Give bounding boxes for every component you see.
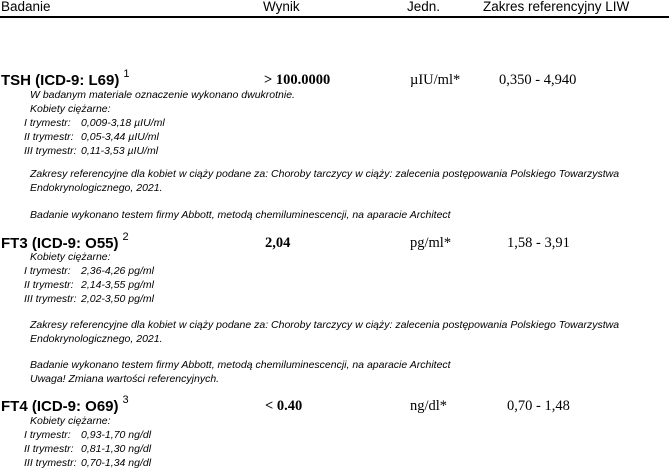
trimester-label: III trymestr:	[24, 457, 77, 469]
note-double-measurement: W badanym materiale oznaczenie wykonano dwukrotnie.	[30, 89, 295, 101]
header-col-range: Zakres referencyjny LIW	[483, 0, 630, 14]
result-tsh: > 100.0000	[264, 72, 331, 88]
result-ft4: < 0.40	[265, 398, 303, 414]
warning-note: Uwaga! Zmiana wartości referencyjnych.	[30, 373, 220, 385]
trimester-row	[24, 292, 154, 306]
trimester-label: II trymestr:	[24, 131, 74, 143]
test-name-label: TSH (ICD-9: L69)	[1, 72, 120, 89]
header-col-unit: Jedn.	[407, 0, 441, 14]
method-note: Badanie wykonano testem firmy Abbott, metodą chemiluminescencji, na aparacie Architect	[30, 209, 451, 221]
range-ft3: 1,58 - 3,91	[507, 235, 570, 251]
trimester-label: I trymestr:	[24, 117, 71, 129]
unit-ft4: ng/dl*	[410, 398, 448, 414]
trimester-row	[24, 278, 154, 292]
unit-ft3: pg/ml*	[410, 235, 452, 251]
test-name-label: FT3 (ICD-9: O55)	[1, 235, 119, 252]
trimester-value: 0,11-3,53 µIU/ml	[81, 145, 159, 157]
pregnant-label: Kobiety ciężarne:	[30, 251, 111, 263]
trimester-value: 0,81-1,30 ng/dl	[81, 443, 152, 455]
trimester-label: II trymestr:	[24, 279, 74, 291]
header-col-result: Wynik	[263, 0, 300, 14]
test-name-label: FT4 (ICD-9: O69)	[1, 398, 119, 415]
test-index: 1	[123, 68, 130, 80]
trimester-row	[24, 428, 151, 442]
trimester-label: III trymestr:	[24, 293, 77, 305]
method-note: Badanie wykonano testem firmy Abbott, metodą chemiluminescencji, na aparacie Architect	[30, 359, 451, 371]
pregnant-label: Kobiety ciężarne:	[30, 415, 111, 427]
header-col-test: Badanie	[1, 0, 51, 14]
test-index: 3	[122, 394, 129, 406]
range-ft4: 0,70 - 1,48	[507, 398, 570, 414]
test-index: 2	[122, 231, 129, 243]
trimester-label: II trymestr:	[24, 443, 74, 455]
trimester-label: III trymestr:	[24, 145, 77, 157]
trimester-value: 0,70-1,34 ng/dl	[81, 457, 152, 469]
trimester-row	[24, 456, 151, 470]
trimester-value: 0,93-1,70 ng/dl	[81, 429, 152, 441]
reference-note: Zakresy referencyjne dla kobiet w ciąży podane za: Choroby tarczycy w ciąży: zalecenia postępowania Polskiego Towarzystwa	[30, 319, 620, 331]
trimester-label: I trymestr:	[24, 265, 71, 277]
reference-note: Endokrynologicznego, 2021.	[30, 182, 163, 194]
range-tsh: 0,350 - 4,940	[499, 72, 577, 88]
trimester-row	[24, 264, 154, 278]
unit-tsh: µIU/ml*	[410, 72, 461, 88]
trimester-value: 2,02-3,50 pg/ml	[81, 293, 154, 305]
header-divider	[0, 16, 669, 18]
result-ft3: 2,04	[265, 235, 291, 251]
trimester-value: 2,36-4,26 pg/ml	[81, 265, 154, 277]
trimester-value: 0,009-3,18 µIU/ml	[81, 117, 165, 129]
trimester-label: I trymestr:	[24, 429, 71, 441]
trimester-row	[24, 130, 159, 144]
trimester-value: 2,14-3,55 pg/ml	[81, 279, 154, 291]
trimester-row	[24, 144, 158, 158]
trimester-value: 0,05-3,44 µIU/ml	[81, 131, 159, 143]
test-name-ft4	[1, 396, 129, 415]
reference-note: Endokrynologicznego, 2021.	[30, 333, 163, 345]
trimester-row	[24, 442, 151, 456]
pregnant-label: Kobiety ciężarne:	[30, 103, 111, 115]
trimester-row	[24, 116, 165, 130]
reference-note: Zakresy referencyjne dla kobiet w ciąży podane za: Choroby tarczycy w ciąży: zalecenia postępowania Polskiego Towarzystwa	[30, 168, 620, 180]
test-name-tsh	[1, 70, 129, 89]
